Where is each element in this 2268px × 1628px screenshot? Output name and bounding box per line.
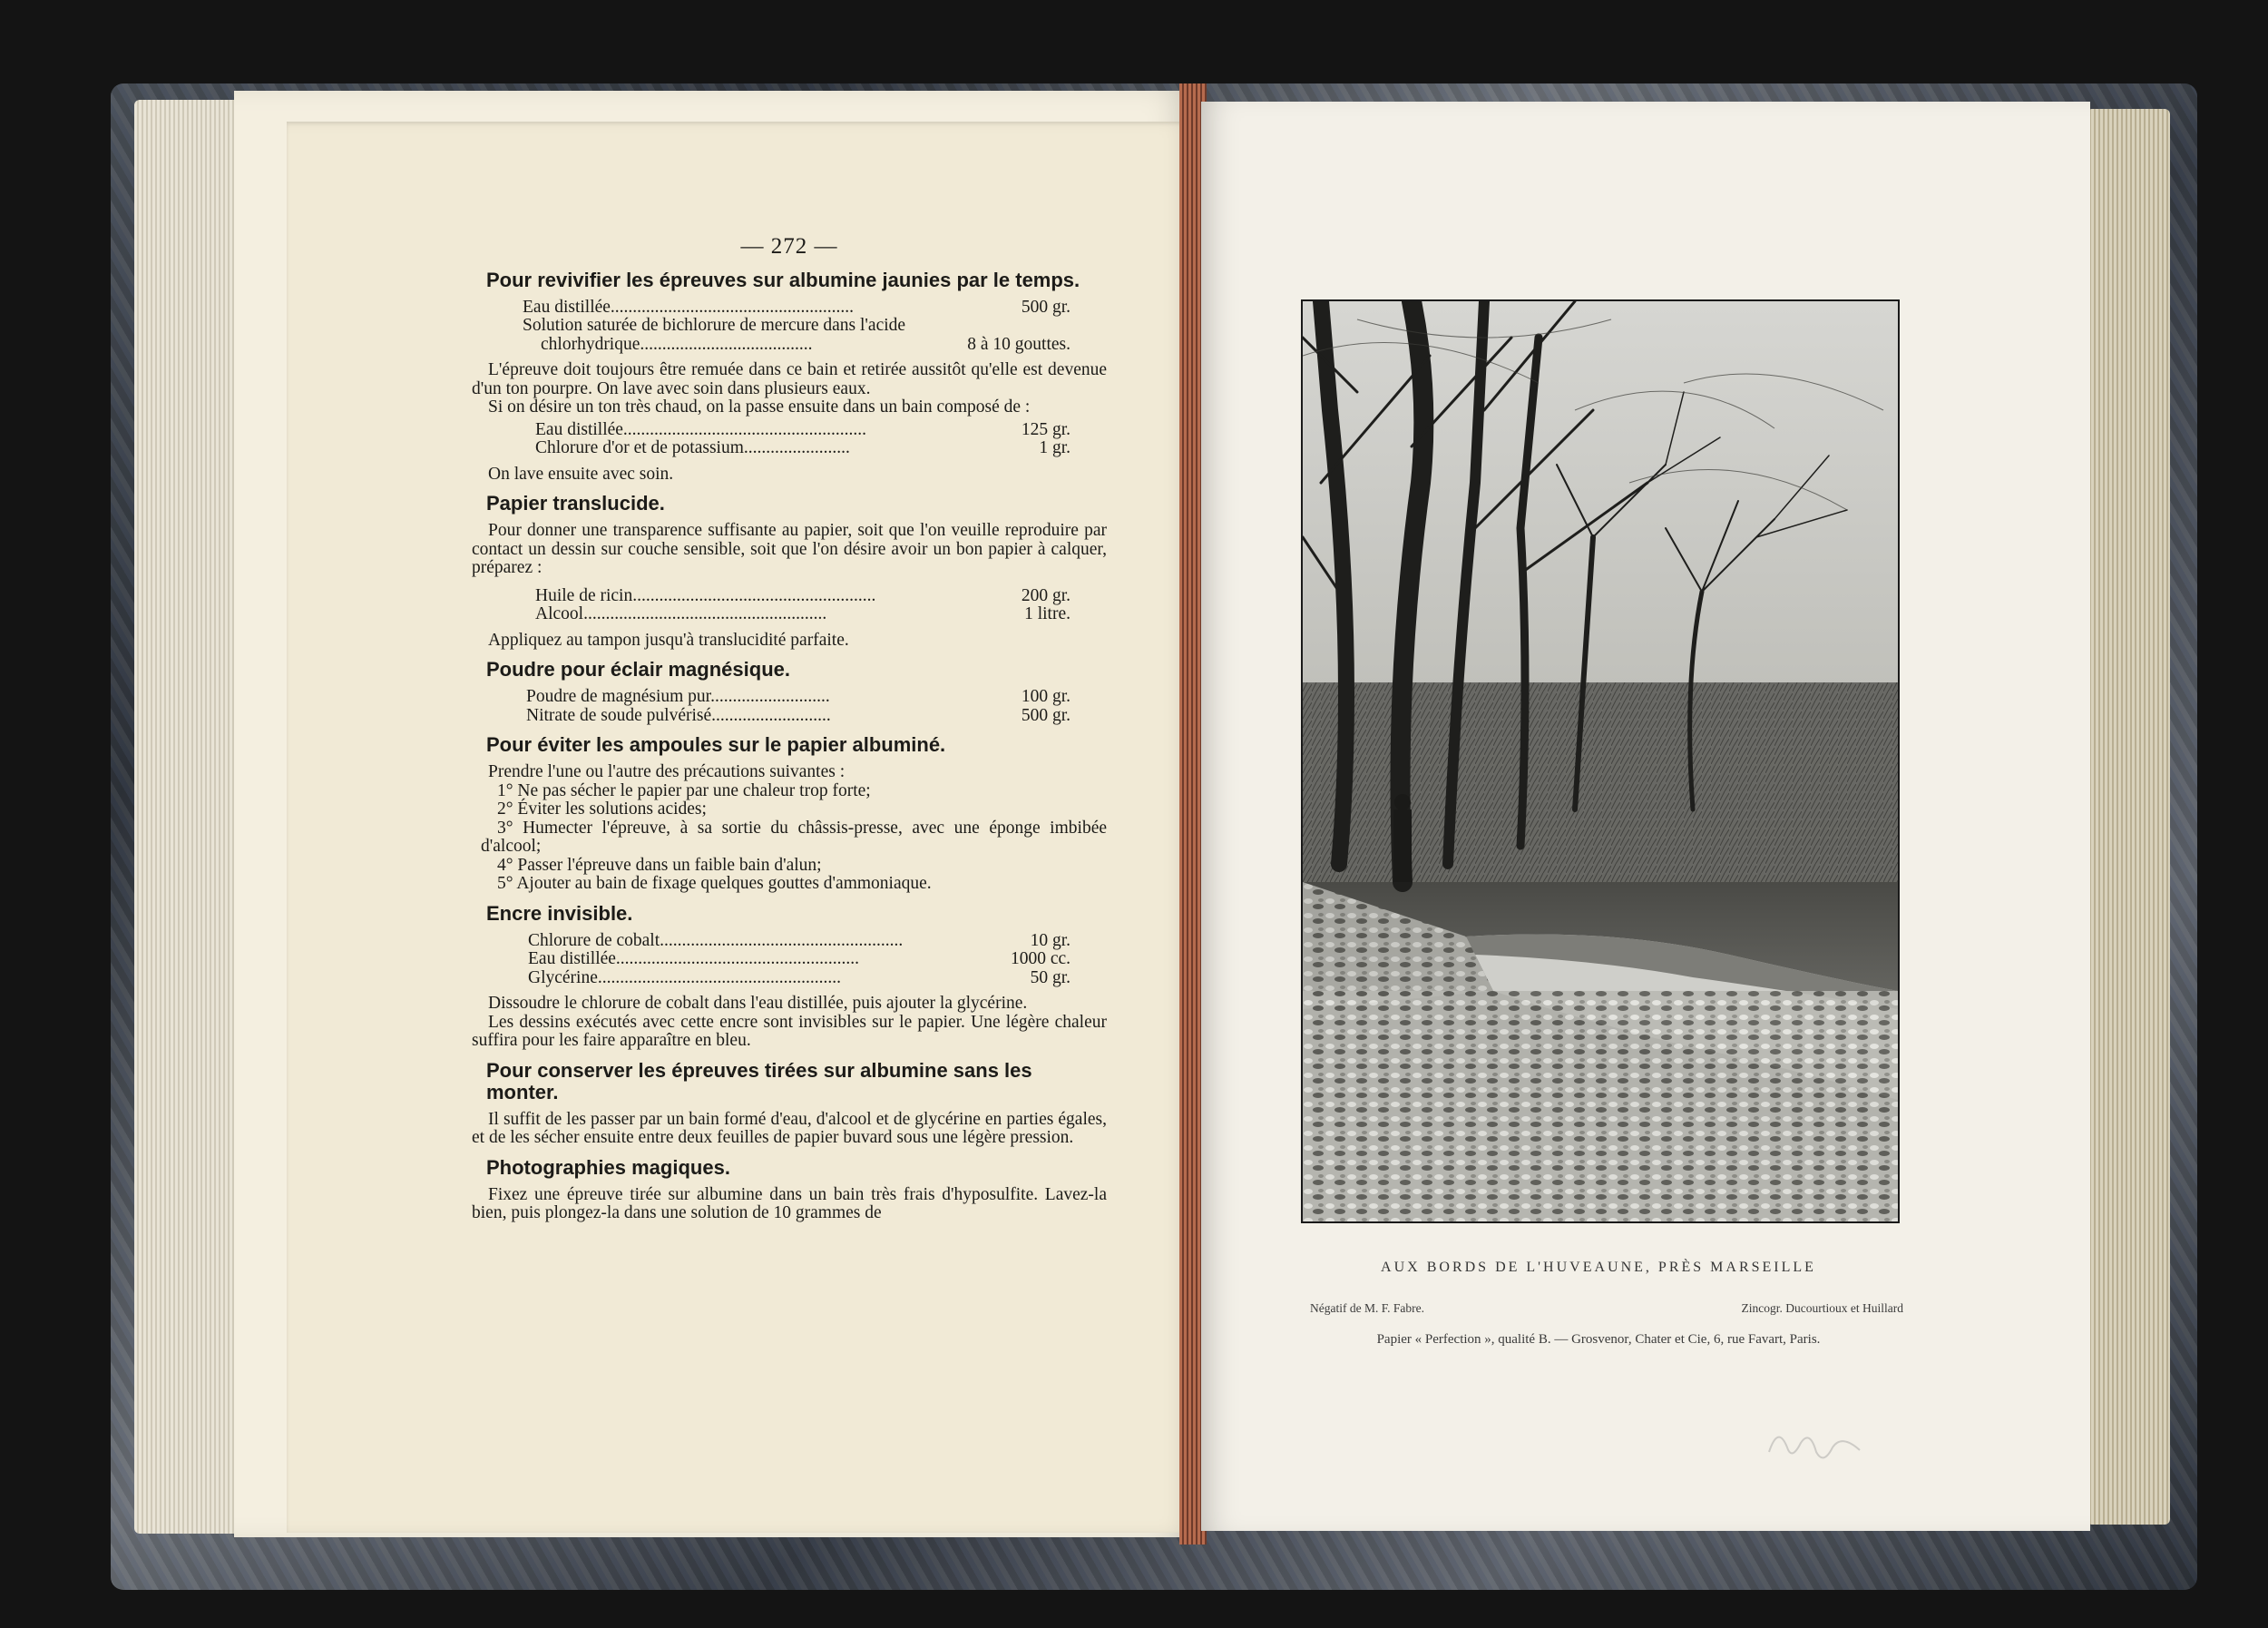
paragraph: Les dessins exécutés avec cette encre sont invisibles sur le papier. Une légère chaleur suffira pour les faire apparaître en bleu. <box>472 1012 1107 1050</box>
recipe-table <box>523 299 1070 355</box>
list-item: 3° Humecter l'épreuve, à sa sortie du châssis-presse, avec une éponge imbibée d'alcool; <box>481 818 1107 856</box>
left-page-text <box>472 234 1107 1223</box>
recipe-row <box>526 688 1070 707</box>
ingredient-amount: 500 gr. <box>1021 705 1070 725</box>
section-heading: Poudre pour éclair magnésique. <box>486 658 790 681</box>
section-heading: Pour éviter les ampoules sur le papier albuminé. <box>486 733 946 756</box>
precautions-list <box>481 782 1107 894</box>
ingredient-name: chlorhydrique....................................... <box>541 335 813 354</box>
recipe-table <box>528 932 1070 988</box>
ingredient-amount: 100 gr. <box>1021 687 1070 706</box>
list-item: 4° Passer l'épreuve dans un faible bain d'alun; <box>497 855 822 875</box>
ingredient-name: Glycérine....................................................... <box>528 968 842 987</box>
ingredient-name: Chlorure d'or et de potassium........................ <box>535 439 850 457</box>
recipe-row <box>528 950 1070 969</box>
section-heading: Pour revivifier les épreuves sur albumine jaunies par le temps. <box>486 268 1080 291</box>
page-edges-right <box>2087 109 2170 1525</box>
list-item: 1° Ne pas sécher le papier par une chaleur trop forte; <box>497 780 871 800</box>
paragraph: Appliquez au tampon jusqu'à translucidité parfaite. <box>488 630 849 650</box>
photo-credits <box>1310 1301 1903 1316</box>
ingredient-name: Chlorure de cobalt....................................................... <box>528 931 904 950</box>
paragraph: L'épreuve doit toujours être remuée dans ce bain et retirée aussitôt qu'elle est devenue d'un ton pourpre. On lave avec soin dans plusieurs eaux. <box>472 360 1107 398</box>
ingredient-amount: 50 gr. <box>1030 967 1070 987</box>
recipe-row <box>526 707 1070 726</box>
negative-credit: Négatif de M. F. Fabre. <box>1310 1301 1425 1315</box>
recipe-row <box>523 336 1070 355</box>
section-heading: Papier translucide. <box>486 492 665 515</box>
section-heading: Photographies magiques. <box>486 1155 730 1179</box>
ingredient-name: Alcool....................................................... <box>535 605 827 623</box>
ingredient-amount: 1 gr. <box>1039 438 1070 457</box>
faint-signature-stamp <box>1760 1416 1869 1470</box>
recipe-row <box>523 317 1070 336</box>
paragraph: Prendre l'une ou l'autre des précautions suivantes : <box>488 762 846 781</box>
paragraph: On lave ensuite avec soin. <box>488 464 674 484</box>
list-item: 2° Éviter les solutions acides; <box>497 799 707 819</box>
engraver-credit: Zincogr. Ducourtioux et Huillard <box>1741 1301 1903 1315</box>
paragraph: Dissoudre le chlorure de cobalt dans l'eau distillée, puis ajouter la glycérine. <box>488 994 1028 1013</box>
paragraph: Pour donner une transparence suffisante au papier, soit que l'on veuille reproduire par contact un dessin sur couche sensible, soit que l'on désire avoir un bon papier à calquer, préparez : <box>472 521 1107 577</box>
ingredient-amount: 125 gr. <box>1021 419 1070 439</box>
ingredient-amount: 500 gr. <box>1021 297 1070 317</box>
ingredient-name: Nitrate de soude pulvérisé........................... <box>526 706 831 725</box>
ingredient-amount: 1 litre. <box>1024 604 1070 623</box>
ingredient-name: Eau distillée....................................................... <box>523 298 855 317</box>
ingredient-amount: 200 gr. <box>1021 585 1070 605</box>
section-heading: Encre invisible. <box>486 901 633 925</box>
recipe-table <box>535 587 1070 624</box>
paragraph: Si on désire un ton très chaud, on la passe ensuite dans un bain composé de : <box>488 397 1031 417</box>
recipe-row <box>535 421 1070 440</box>
paragraph: Il suffit de les passer par un bain formé d'eau, d'alcool et de glycérine en parties égales, et de les sécher ensuite entre deux feuilles de papier buvard sous une légère pression. <box>472 1109 1107 1147</box>
ingredient-name: Eau distillée....................................................... <box>528 950 860 968</box>
recipe-row <box>523 299 1070 318</box>
ingredient-name: Huile de ricin....................................................... <box>535 586 876 605</box>
recipe-row <box>535 605 1070 624</box>
paper-line: Papier « Perfection », qualité B. — Grosvenor, Chater et Cie, 6, rue Favart, Paris. <box>1376 1332 1821 1347</box>
ingredient-amount: 8 à 10 gouttes. <box>967 334 1070 354</box>
recipe-row <box>528 932 1070 951</box>
recipe-table <box>526 688 1070 725</box>
ingredient-name: Eau distillée....................................................... <box>535 420 867 439</box>
ingredient-name: Poudre de magnésium pur........................... <box>526 688 830 706</box>
photo-caption: AUX BORDS DE L'HUVEAUNE, PRÈS MARSEILLE <box>1381 1260 1816 1275</box>
recipe-row <box>528 969 1070 988</box>
recipe-table <box>535 421 1070 458</box>
ingredient-amount: 10 gr. <box>1030 930 1070 950</box>
paragraph: Fixez une épreuve tirée sur albumine dans un bain très frais d'hyposulfite. Lavez-la bien, puis plongez-la dans une solution de 10 grammes de <box>472 1184 1107 1222</box>
page-number: — 272 — <box>740 234 838 259</box>
ingredient-name: Solution saturée de bichlorure de mercure dans l'acide <box>523 317 906 335</box>
recipe-row <box>535 439 1070 458</box>
riverbank-photograph <box>1301 299 1900 1223</box>
ingredient-amount: 1000 cc. <box>1010 949 1070 968</box>
recipe-row <box>535 587 1070 606</box>
section-heading: Pour conserver les épreuves tirées sur albumine sans les monter. <box>486 1058 1032 1103</box>
list-item: 5° Ajouter au bain de fixage quelques gouttes d'ammoniaque. <box>497 874 932 893</box>
ingredient-amount <box>987 317 1070 336</box>
